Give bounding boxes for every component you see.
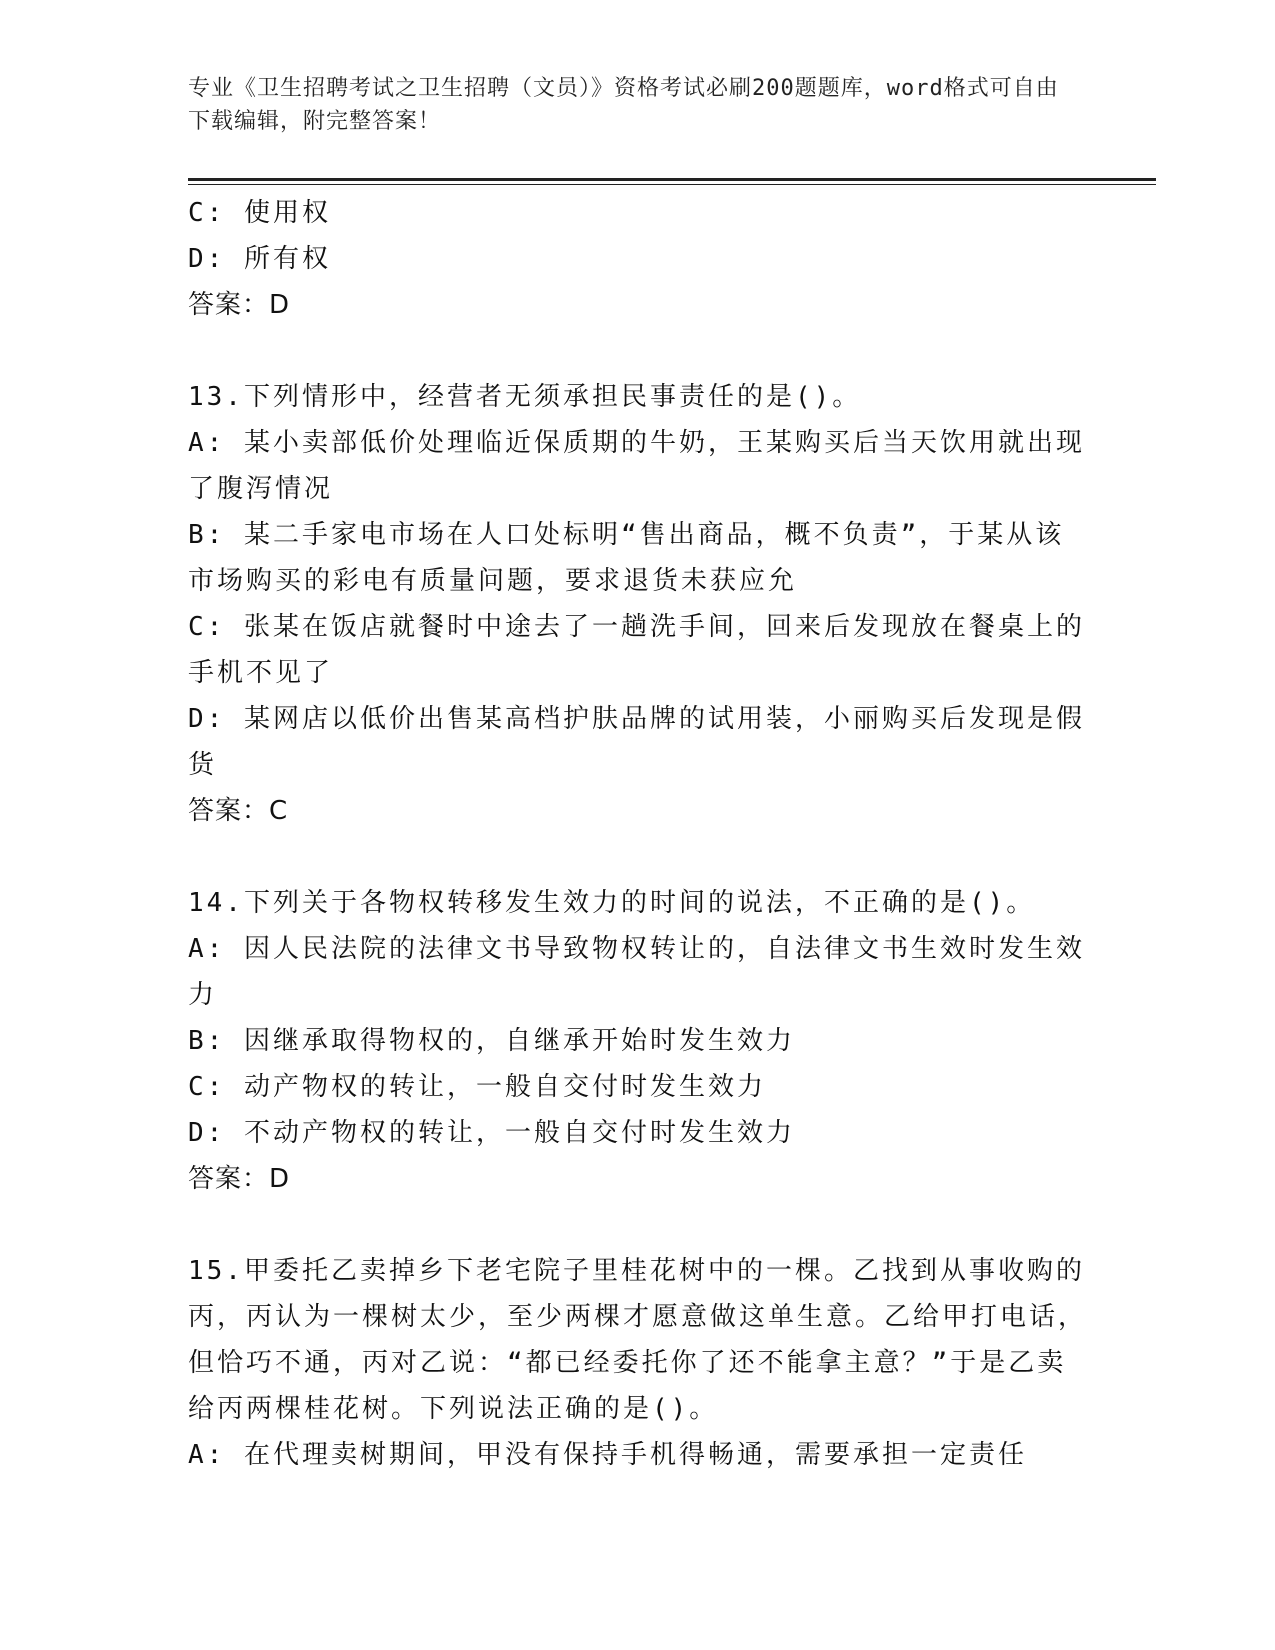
option-d: D: 不动产物权的转让，一般自交付时发生效力 [188, 1118, 795, 1148]
spacer [188, 328, 1088, 374]
spacer [188, 834, 1088, 880]
question-stem: 15.甲委托乙卖掉乡下老宅院子里桂花树中的一棵。乙找到从事收购的丙，丙认为一棵树太少，至少两棵才愿意做这单生意。乙给甲打电话，但恰巧不通，丙对乙说：“都已经委托你了还不能拿主意？”于是乙卖给丙两棵桂花树。下列说法正确的是()。 [188, 1256, 1088, 1424]
question-13 [188, 374, 1088, 834]
question-15 [188, 1248, 1088, 1478]
answer: 答案：C [188, 796, 289, 826]
page-header: 专业《卫生招聘考试之卫生招聘（文员）》资格考试必刷200题题库，word格式可自由下载编辑，附完整答案！ [188, 76, 1059, 134]
option-a: A: 在代理卖树期间，甲没有保持手机得畅通，需要承担一定责任 [188, 1440, 1027, 1470]
question-14 [188, 880, 1088, 1202]
header-rule-thick [188, 178, 1156, 181]
option-c: C: 张某在饭店就餐时中途去了一趟洗手间，回来后发现放在餐桌上的手机不见了 [188, 612, 1085, 688]
spacer [188, 1202, 1088, 1248]
option-c: C: 动产物权的转让，一般自交付时发生效力 [188, 1072, 766, 1102]
answer: 答案：D [188, 290, 291, 320]
option-a: A: 某小卖部低价处理临近保质期的牛奶，王某购买后当天饮用就出现了腹泻情况 [188, 428, 1085, 504]
option-c: C: 使用权 [188, 198, 331, 228]
question-stem: 13.下列情形中，经营者无须承担民事责任的是()。 [188, 382, 862, 412]
option-d: D: 某网店以低价出售某高档护肤品牌的试用装，小丽购买后发现是假货 [188, 704, 1085, 780]
option-b: B: 某二手家电市场在人口处标明“售出商品，概不负责”，于某从该市场购买的彩电有质量问题，要求退货未获应允 [188, 520, 1065, 596]
header-rule-thin [188, 184, 1156, 185]
document-body [188, 190, 1088, 1478]
question-stem: 14.下列关于各物权转移发生效力的时间的说法，不正确的是()。 [188, 888, 1036, 918]
option-d: D: 所有权 [188, 244, 331, 274]
option-a: A: 因人民法院的法律文书导致物权转让的，自法律文书生效时发生效力 [188, 934, 1085, 1010]
answer: 答案：D [188, 1164, 291, 1194]
option-b: B: 因继承取得物权的，自继承开始时发生效力 [188, 1026, 795, 1056]
